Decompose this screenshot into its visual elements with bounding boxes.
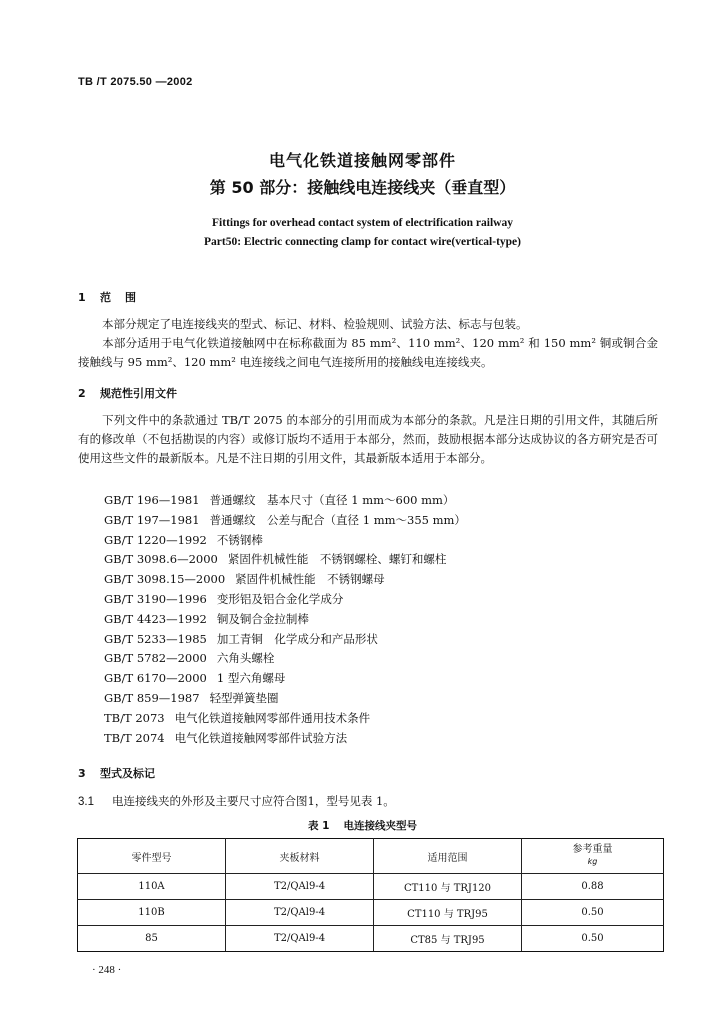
reference-item (104, 689, 466, 709)
section-2-paragraph (78, 411, 658, 468)
reference-item (104, 649, 466, 669)
reference-code: GB/T 3190—1996 (104, 591, 207, 606)
reference-code: GB/T 1220—1992 (104, 532, 207, 547)
clause-number: 3.1 (78, 796, 94, 808)
header-application-range: 适用范围 (374, 839, 522, 874)
reference-code: GB/T 3098.15—2000 (104, 572, 226, 587)
reference-item (104, 630, 466, 650)
reference-item (104, 590, 466, 610)
paragraph-text: 下列文件中的条款通过 TB/T 2075 的本部分的引用而成为本部分的条款。凡是注日期的引用文件，其随后所有的修改单（不包括勘误的内容）或修订版均不适用于本部分，然而，鼓励根据本部分达成协议的各方研究是否可使用这些文件的最新版本。凡是不注日期的引用文件，其最新版本适用于本部分。 (78, 413, 658, 465)
reference-title: 紧固件机械性能 不锈钢螺母 (235, 572, 385, 587)
paragraph-text: 本部分规定了电连接线夹的型式、标记、材料、检验规则、试验方法、标志与包装。 (102, 317, 528, 331)
title-cn-line2: 第 50 部分：接触线电连接线夹（垂直型） (209, 178, 516, 197)
reference-item (104, 550, 466, 570)
cell-weight: 0.50 (522, 900, 664, 926)
table-header-row (78, 839, 664, 874)
reference-code: TB/T 2073 (104, 710, 165, 725)
section-1-paragraph-1 (78, 315, 658, 334)
normative-references-list (104, 491, 466, 748)
reference-item (104, 511, 466, 531)
cell-range: CT110 与 TRJ120 (374, 874, 522, 900)
standard-code: TB /T 2075.50 —2002 (78, 76, 193, 88)
paragraph-text: 本部分适用于电气化铁道接触网中在标称截面为 85 mm²、110 mm²、120 mm² 和 150 mm² 铜或铜合金接触线与 95 mm²、120 mm² 电连接线之间电气连接所用的接触线电连接线夹。 (78, 336, 658, 369)
reference-code: GB/T 5233—1985 (104, 631, 207, 646)
section-1-heading (78, 289, 150, 305)
reference-title: 铜及铜合金拉制棒 (216, 611, 309, 626)
table-title: 电连接线夹型号 (343, 820, 417, 832)
reference-item (104, 669, 466, 689)
cell-weight: 0.50 (522, 926, 664, 952)
reference-item (104, 610, 466, 630)
reference-title: 加工青铜 化学成分和产品形状 (216, 631, 378, 646)
section-2-heading (78, 385, 177, 401)
cell-range: CT85 与 TRJ95 (374, 926, 522, 952)
reference-code: GB/T 5782—2000 (104, 651, 207, 666)
header-part-type: 零件型号 (78, 839, 226, 874)
reference-code: GB/T 859—1987 (104, 690, 200, 705)
cell-part-type: 85 (78, 926, 226, 952)
reference-code: GB/T 196—1981 (104, 493, 200, 507)
cell-material: T2/QAl9-4 (226, 900, 374, 926)
reference-title: 电气化铁道接触网零部件试验方法 (174, 730, 348, 745)
reference-title: 1 型六角螺母 (216, 671, 286, 686)
title-en-line1: Fittings for overhead contact system of electrification railway (212, 217, 513, 229)
section-title: 范围 (100, 291, 150, 304)
reference-item (104, 570, 466, 590)
cell-part-type: 110A (78, 874, 226, 900)
section-number: 1 (78, 291, 86, 304)
table-row (78, 874, 664, 900)
clause-text: 电连接线夹的外形及主要尺寸应符合图1，型号见表 1。 (112, 794, 395, 808)
table-row (78, 900, 664, 926)
weight-unit: kg (587, 857, 598, 866)
cell-material: T2/QAl9-4 (226, 926, 374, 952)
section-title: 规范性引用文件 (100, 387, 177, 400)
section-title: 型式及标记 (100, 767, 155, 780)
reference-title: 紧固件机械性能 不锈钢螺栓、螺钉和螺柱 (227, 552, 447, 567)
reference-title: 轻型弹簧垫圈 (209, 690, 279, 705)
table-caption (0, 818, 725, 833)
header-plate-material: 夹板材料 (226, 839, 374, 874)
reference-title: 不锈钢棒 (216, 532, 263, 547)
header-reference-weight (522, 839, 664, 874)
table-row (78, 926, 664, 952)
reference-item (104, 491, 466, 511)
weight-label: 参考重量 (572, 844, 613, 855)
reference-code: GB/T 6170—2000 (104, 671, 207, 686)
clause-3-1 (78, 793, 395, 809)
cell-material: T2/QAl9-4 (226, 874, 374, 900)
title-en-line2: Part50: Electric connecting clamp for contact wire(vertical-type) (204, 236, 521, 248)
section-3-heading (78, 765, 155, 781)
reference-code: GB/T 197—1981 (104, 512, 200, 527)
reference-title: 普通螺纹 公差与配合（直径 1 mm～355 mm） (209, 512, 466, 527)
section-1-paragraph-2 (78, 334, 658, 372)
section-number: 2 (78, 387, 86, 400)
title-cn-line1: 电气化铁道接触网零部件 (268, 151, 456, 170)
reference-code: TB/T 2074 (104, 730, 165, 745)
table-label: 表 1 (308, 820, 330, 832)
cell-range: CT110 与 TRJ95 (374, 900, 522, 926)
reference-title: 六角头螺栓 (216, 651, 275, 666)
reference-code: GB/T 4423—1992 (104, 611, 207, 626)
cell-part-type: 110B (78, 900, 226, 926)
section-number: 3 (78, 767, 86, 780)
reference-code: GB/T 3098.6—2000 (104, 552, 218, 567)
reference-item (104, 709, 466, 729)
reference-item (104, 531, 466, 551)
cell-weight: 0.88 (522, 874, 664, 900)
reference-title: 普通螺纹 基本尺寸（直径 1 mm～600 mm） (209, 493, 455, 507)
connecting-clamp-type-table (77, 838, 664, 952)
page-number: · 248 · (92, 964, 122, 976)
reference-title: 变形铝及铝合金化学成分 (216, 591, 344, 606)
reference-item (104, 729, 466, 749)
reference-title: 电气化铁道接触网零部件通用技术条件 (174, 710, 371, 725)
